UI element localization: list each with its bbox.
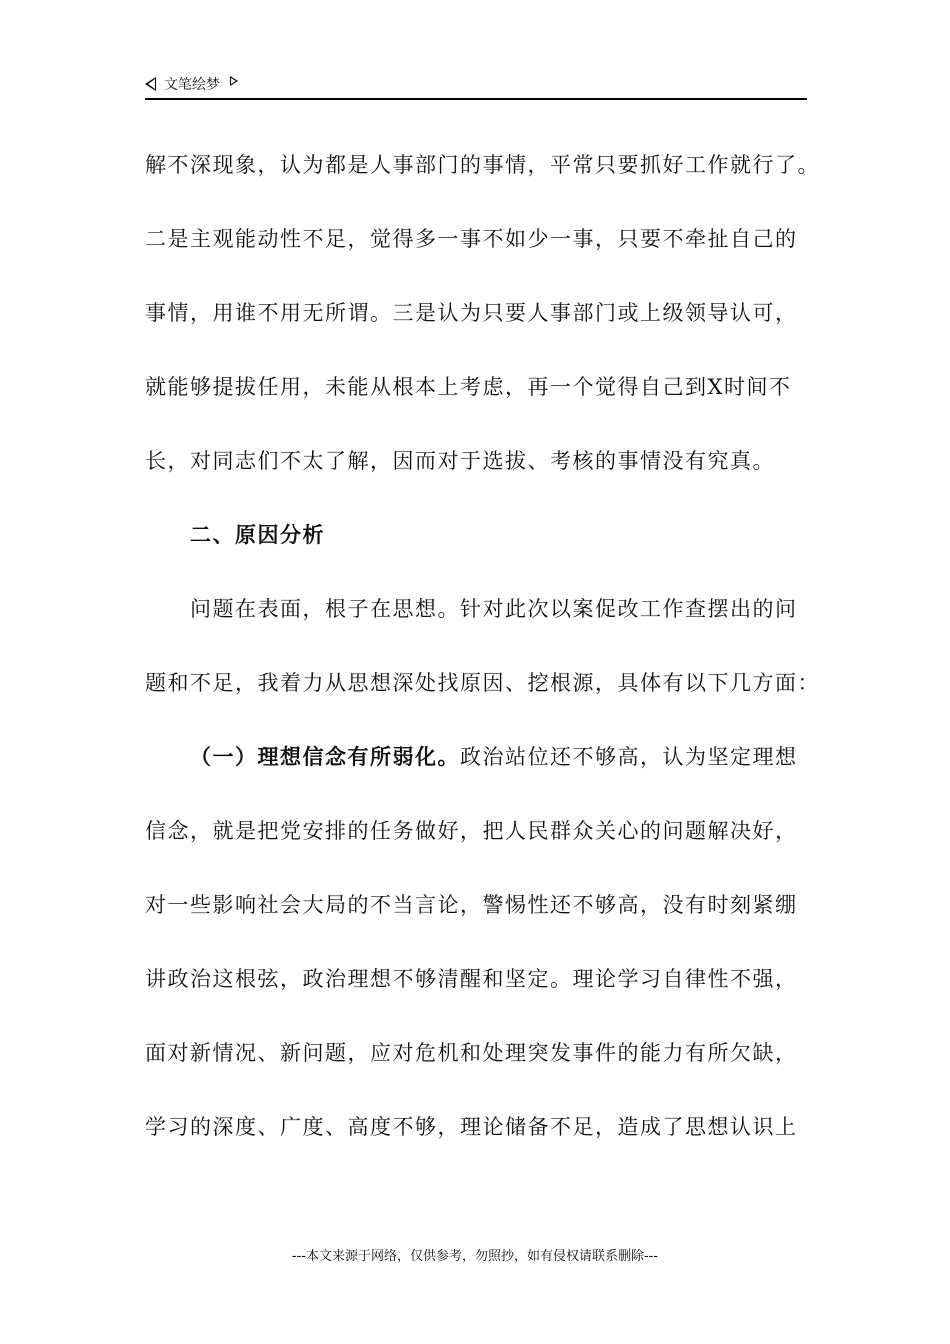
text-line: 长，对同志们不太了解，因而对于选拔、考核的事情没有究真。 — [145, 449, 775, 473]
text-line: 题和不足，我着力从思想深处找原因、挖根源，具体有以下几方面： — [145, 671, 820, 695]
text-line: 问题在表面，根子在思想。针对此次以案促改工作查摆出的问 — [190, 597, 798, 621]
text-line: 学习的深度、广度、高度不够，理论储备不足，造成了思想认识上 — [145, 1115, 798, 1139]
page-footer: ---本文来源于网络，仅供参考，勿照抄，如有侵权请联系删除--- — [291, 1249, 659, 1264]
triangle-right-icon — [230, 76, 238, 86]
text-line: 信念，就是把党安排的任务做好，把人民群众关心的问题解决好， — [145, 819, 798, 843]
subsection-heading: （一）理想信念有所弱化。 — [190, 744, 460, 769]
subsection-text: 政治站位还不够高，认为坚定理想 — [460, 745, 798, 769]
text-line: 面对新情况、新问题，应对危机和处理突发事件的能力有所欠缺， — [145, 1041, 798, 1065]
text-line: 二是主观能动性不足，觉得多一事不如少一事，只要不牵扯自己的 — [145, 227, 798, 251]
text-line: 事情，用谁不用无所谓。三是认为只要人事部门或上级领导认可， — [145, 301, 798, 325]
text-line: 就能够提拔任用，未能从根本上考虑，再一个觉得自己到X时间不 — [145, 375, 792, 399]
subsection-line — [145, 720, 810, 794]
text-line: 讲政治这根弦，政治理想不够清醒和坚定。理论学习自律性不强， — [145, 967, 798, 991]
header-title: 文笔绘梦 — [164, 77, 220, 93]
document-body — [145, 128, 820, 1164]
section-heading: 二、原因分析 — [190, 522, 325, 547]
page-header — [145, 72, 807, 100]
text-line: 对一些影响社会大局的不当言论，警惕性还不够高，没有时刻紧绷 — [145, 893, 798, 917]
triangle-left-icon — [145, 77, 156, 91]
text-line: 解不深现象，认为都是人事部门的事情，平常只要抓好工作就行了。 — [145, 153, 820, 177]
